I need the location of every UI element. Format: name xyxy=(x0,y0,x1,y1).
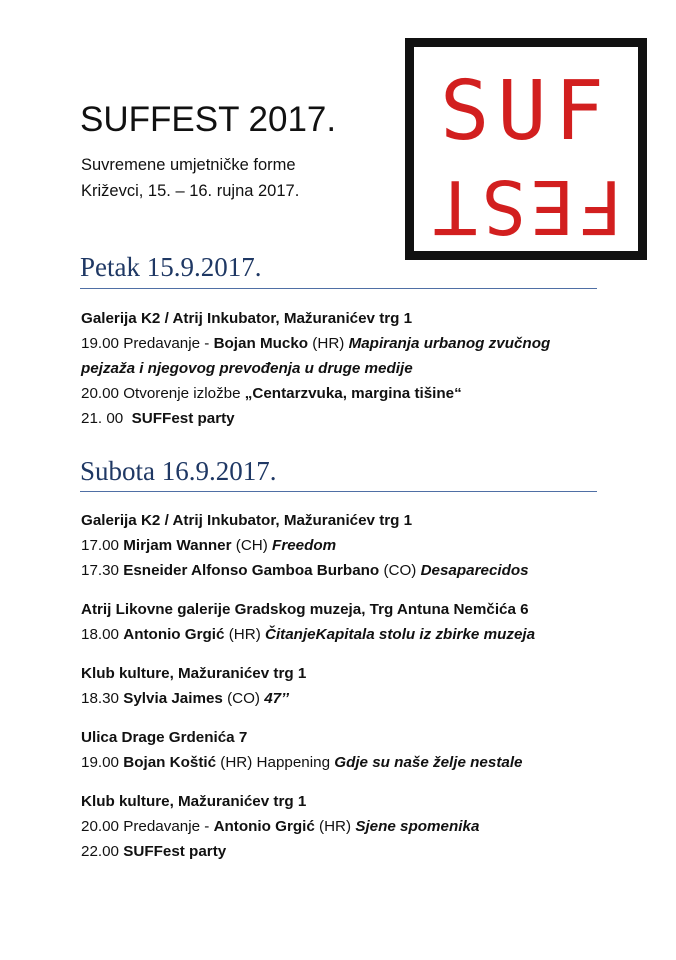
event-title: Mapiranja urbanog zvučnog xyxy=(348,335,551,352)
event-title: SUFFest party xyxy=(123,843,227,860)
day2-location-1: Galerija K2 / Atrij Inkubator, Mažuranićev trg 1 xyxy=(81,512,413,529)
event-title: Sjene spomenika xyxy=(355,818,480,835)
event-time: 19.00 Predavanje - xyxy=(81,335,214,352)
day2-event-d1 xyxy=(81,750,601,775)
event-time: 21. 00 xyxy=(81,410,132,427)
day1-heading: Petak 15.9.2017. xyxy=(80,252,262,282)
event-title: Desaparecidos xyxy=(420,562,529,579)
logo-text-top: SUF xyxy=(439,64,613,159)
day2-event-c1 xyxy=(81,686,601,711)
subtitle xyxy=(81,152,299,204)
event-time: 22.00 xyxy=(81,843,124,860)
event-country: (HR) xyxy=(314,818,356,835)
day1-location: Galerija K2 / Atrij Inkubator, Mažuranićev trg 1 xyxy=(81,310,413,327)
event-time: 20.00 Otvorenje izložbe xyxy=(81,385,245,402)
day2-heading: Subota 16.9.2017. xyxy=(80,456,277,486)
day2-location-2: Atrij Likovne galerije Gradskog muzeja, Trg Antuna Nemčića 6 xyxy=(81,601,529,618)
day2-event-e2 xyxy=(81,839,601,864)
event-title: Gdje su naše želje nestale xyxy=(334,754,523,771)
suffest-logo xyxy=(405,38,647,260)
subtitle-line-1: Suvremene umjetničke forme xyxy=(81,156,296,174)
event-time: 17.00 xyxy=(81,537,124,554)
day2-event-e1 xyxy=(81,814,601,839)
subtitle-line-2: Križevci, 15. – 16. rujna 2017. xyxy=(81,182,300,200)
event-time: 18.30 xyxy=(81,690,124,707)
event-title: SUFFest party xyxy=(131,410,235,427)
event-country: (CO) xyxy=(379,562,421,579)
day1-event-2 xyxy=(81,381,601,406)
page-title: SUFFEST 2017. xyxy=(80,100,337,139)
event-country: (CH) xyxy=(231,537,273,554)
day2-event-b1 xyxy=(81,622,601,647)
event-country: (HR) xyxy=(224,626,265,643)
event-title: Freedom xyxy=(272,537,337,554)
day1-event-1 xyxy=(81,331,601,356)
day2-divider xyxy=(80,491,597,492)
event-time: 18.00 xyxy=(81,626,124,643)
day1-divider xyxy=(80,288,597,289)
day2-event-a2 xyxy=(81,558,601,583)
event-time: 20.00 Predavanje - xyxy=(81,818,214,835)
event-person: Sylvia Jaimes xyxy=(123,690,223,707)
event-title: 47’’ xyxy=(264,690,289,707)
day1-program xyxy=(81,306,601,431)
event-title: ČitanjeKapitala stolu iz zbirke muzeja xyxy=(264,626,536,643)
logo-text-bottom: FEST xyxy=(428,163,624,249)
day2-location-3: Klub kulture, Mažuranićev trg 1 xyxy=(81,665,307,682)
day2-location-5: Klub kulture, Mažuranićev trg 1 xyxy=(81,793,307,810)
day2-location-4: Ulica Drage Grdenića 7 xyxy=(81,729,248,746)
event-person: Antonio Grgić xyxy=(123,626,225,643)
event-person: Bojan Mucko xyxy=(213,335,309,352)
suffest-logo-graphic xyxy=(414,47,638,251)
event-country: (HR) xyxy=(308,335,349,352)
day1-event-1-title-cont: pejzaža i njegovog prevođenja u druge medije xyxy=(81,360,413,377)
day1-event-3 xyxy=(81,406,601,431)
event-person: Antonio Grgić xyxy=(213,818,315,835)
event-person: Bojan Koštić xyxy=(123,754,217,771)
event-country: (HR) Happening xyxy=(216,754,335,771)
event-title: „Centarzvuka, margina tišine“ xyxy=(244,385,462,402)
event-person: Esneider Alfonso Gamboa Burbano xyxy=(123,562,380,579)
event-country: (CO) xyxy=(222,690,265,707)
day2-event-a1 xyxy=(81,533,601,558)
event-time: 17.30 xyxy=(81,562,124,579)
event-person: Mirjam Wanner xyxy=(123,537,232,554)
day2-program xyxy=(81,508,601,864)
event-time: 19.00 xyxy=(81,754,124,771)
